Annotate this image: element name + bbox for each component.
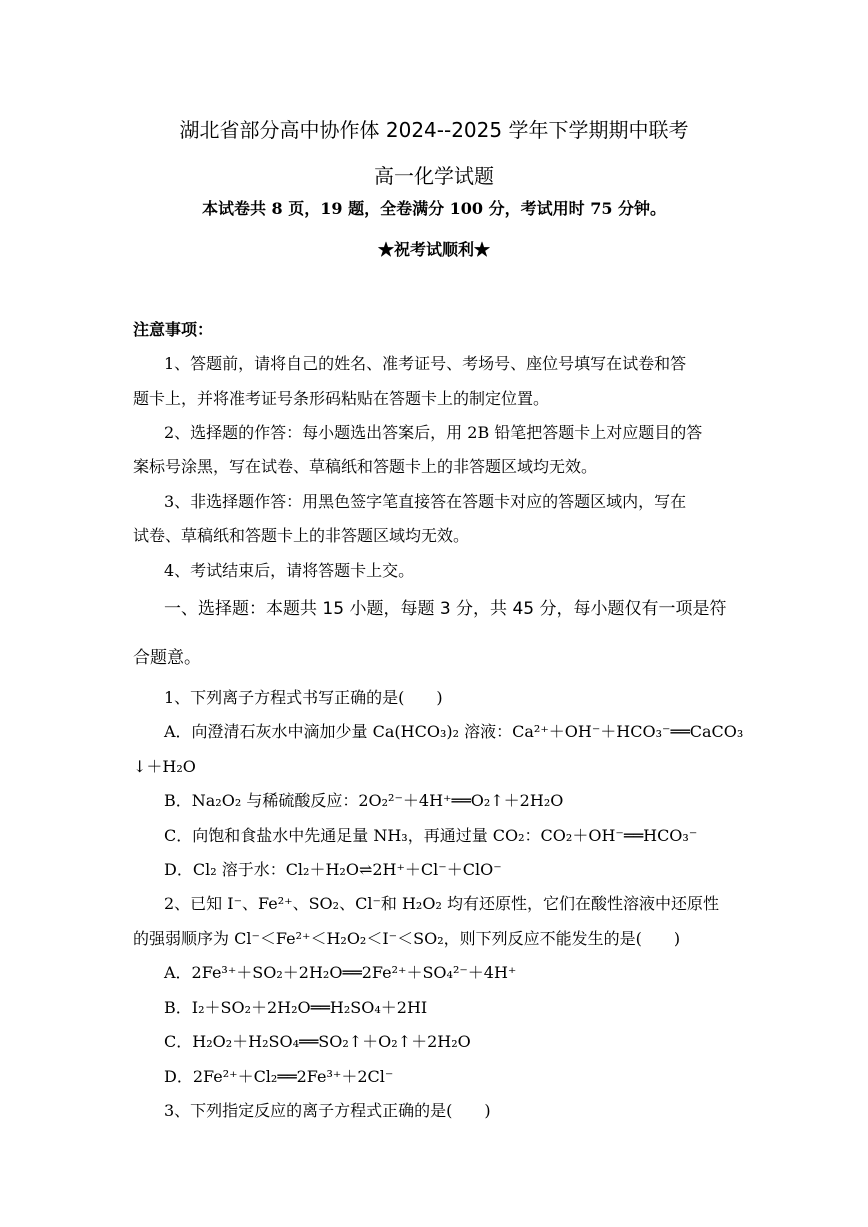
question-option: A．向澄清石灰水中滴加少量 Ca(HCO₃)₂ 溶液：Ca²⁺＋OH⁻＋HCO₃⁻══CaCO₃ (164, 722, 744, 741)
section-heading-cont: 合题意。 (133, 648, 201, 668)
question-stem-cont: 的强弱顺序为 Cl⁻＜Fe²⁺＜H₂O₂＜I⁻＜SO₂，则下列反应不能发生的是( ) (133, 929, 681, 948)
question-option: B．I₂＋SO₂＋2H₂O══H₂SO₄＋2HI (164, 998, 428, 1017)
question-option-cont: ↓＋H₂O (133, 757, 196, 776)
exam-wish: ★祝考试顺利★ (377, 240, 490, 259)
notes-line: 3、非选择题作答：用黑色签字笔直接答在答题卡对应的答题区域内，写在 (164, 492, 687, 511)
question-option: A．2Fe³⁺＋SO₂＋2H₂O══2Fe²⁺＋SO₄²⁻＋4H⁺ (164, 963, 517, 982)
question-stem: 1、下列离子方程式书写正确的是( ) (164, 688, 443, 707)
notes-heading: 注意事项： (133, 320, 214, 339)
notes-line: 题卡上，并将准考证号条形码粘贴在答题卡上的制定位置。 (133, 389, 550, 408)
question-option: B．Na₂O₂ 与稀硫酸反应：2O₂²⁻＋4H⁺══O₂↑＋2H₂O (164, 791, 564, 810)
question-option: D．Cl₂ 溶于水：Cl₂＋H₂O⇌2H⁺＋Cl⁻＋ClO⁻ (164, 860, 502, 879)
notes-line: 试卷、草稿纸和答题卡上的非答题区域均无效。 (133, 526, 470, 545)
notes-line: 案标号涂黑，写在试卷、草稿纸和答题卡上的非答题区域均无效。 (133, 457, 598, 476)
notes-line: 4、考试结束后，请将答题卡上交。 (164, 561, 415, 580)
section-heading: 一、选择题：本题共 15 小题，每题 3 分，共 45 分，每小题仅有一项是符 (164, 599, 727, 619)
exam-title: 湖北省部分高中协作体 2024--2025 学年下学期期中联考 (179, 118, 689, 142)
question-stem: 3、下列指定反应的离子方程式正确的是( ) (164, 1101, 491, 1120)
question-option: C．H₂O₂＋H₂SO₄══SO₂↑＋O₂↑＋2H₂O (164, 1032, 471, 1051)
exam-subtitle: 高一化学试题 (374, 164, 494, 188)
question-stem: 2、已知 I⁻、Fe²⁺、SO₂、Cl⁻和 H₂O₂ 均有还原性，它们在酸性溶液中还原性 (164, 894, 719, 913)
question-option: C．向饱和食盐水中先通足量 NH₃，再通过量 CO₂：CO₂＋OH⁻══HCO₃⁻ (164, 826, 698, 845)
question-option: D．2Fe²⁺＋Cl₂══2Fe³⁺＋2Cl⁻ (164, 1067, 394, 1086)
exam-info: 本试卷共 8 页，19 题，全卷满分 100 分，考试用时 75 分钟。 (201, 199, 667, 218)
notes-line: 1、答题前，请将自己的姓名、准考证号、考场号、座位号填写在试卷和答 (164, 354, 687, 373)
notes-line: 2、选择题的作答：每小题选出答案后，用 2B 铅笔把答题卡上对应题目的答 (164, 423, 703, 442)
